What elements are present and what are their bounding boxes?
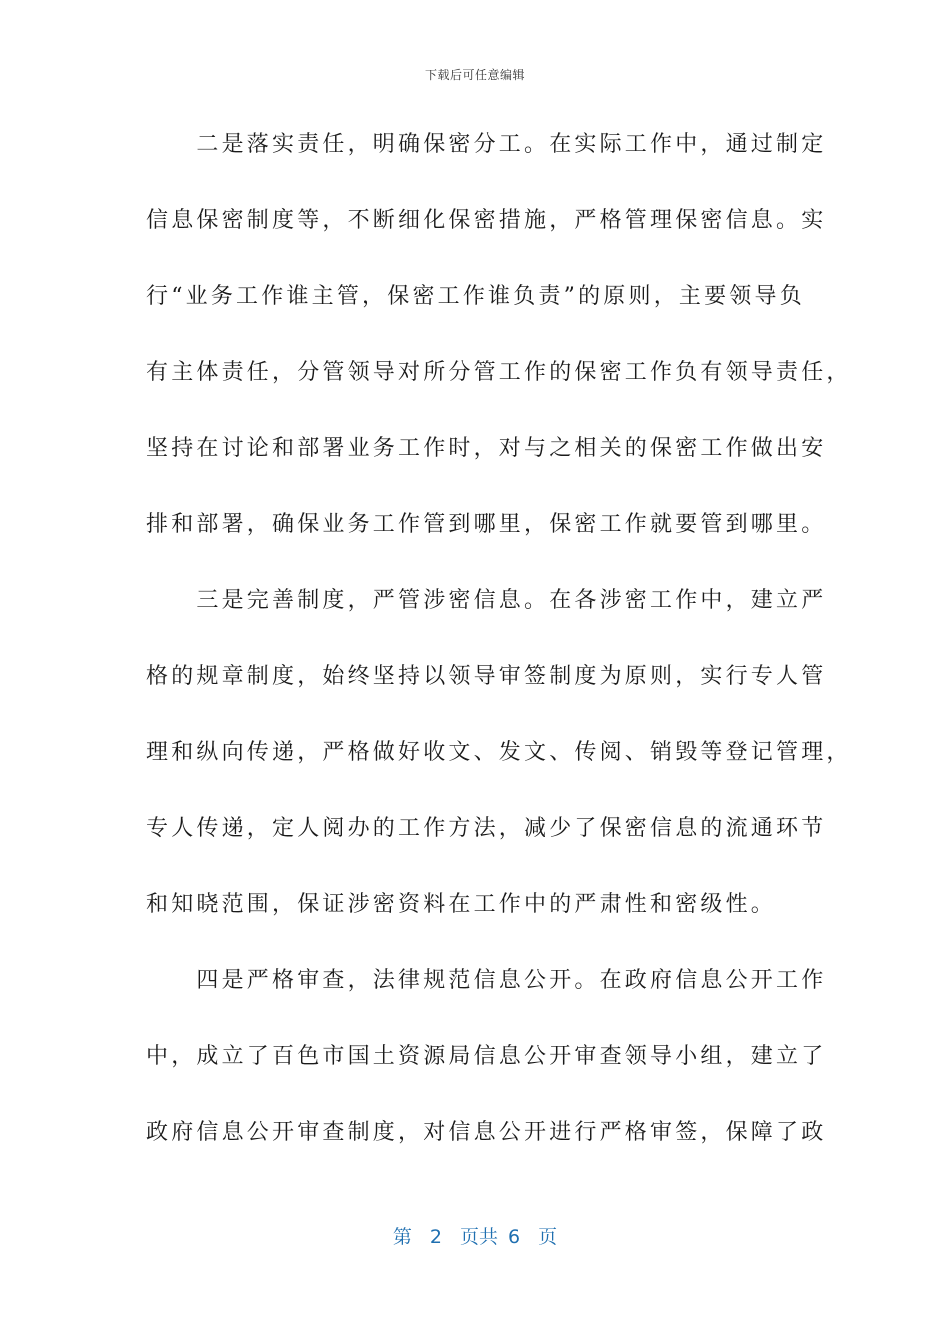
- text-line: 专人传递，定人阅办的工作方法，减少了保密信息的流通环节: [146, 816, 827, 841]
- page-number-footer: [0, 1222, 950, 1249]
- text-line: 行“业务工作谁主管，保密工作谁负责”的原则，主要领导负: [146, 284, 805, 309]
- text-line: 三是完善制度，严管涉密信息。在各涉密工作中，建立严: [146, 588, 827, 613]
- body-text: [146, 118, 852, 1182]
- page-label-mid: 页共: [459, 1226, 498, 1248]
- text-line: 格的规章制度，始终坚持以领导审签制度为原则，实行专人管: [146, 664, 827, 689]
- text-line: 有主体责任，分管领导对所分管工作的保密工作负有领导责任，: [146, 360, 852, 385]
- text-line: 信息保密制度等，不断细化保密措施，严格管理保密信息。实: [146, 208, 827, 233]
- total-page-count: 6: [508, 1226, 521, 1248]
- text-line: 政府信息公开审查制度，对信息公开进行严格审签，保障了政: [146, 1120, 827, 1145]
- text-line: 和知晓范围，保证涉密资料在工作中的严肃性和密级性。: [146, 892, 777, 917]
- page-label-prefix: 第: [392, 1226, 412, 1248]
- text-line: 坚持在讨论和部署业务工作时，对与之相关的保密工作做出安: [146, 436, 827, 461]
- text-line: 排和部署，确保业务工作管到哪里，保密工作就要管到哪里。: [146, 512, 827, 537]
- text-line: 理和纵向传递，严格做好收文、发文、传阅、销毁等登记管理，: [146, 740, 852, 765]
- text-line: 四是严格审查，法律规范信息公开。在政府信息公开工作: [146, 968, 827, 993]
- text-line: 中，成立了百色市国土资源局信息公开审查领导小组，建立了: [146, 1044, 827, 1069]
- header-note: 下载后可任意编辑: [424, 68, 525, 82]
- page-label-suffix: 页: [538, 1226, 558, 1248]
- current-page-number: 2: [429, 1226, 442, 1248]
- text-line: 二是落实责任，明确保密分工。在实际工作中，通过制定: [146, 132, 827, 157]
